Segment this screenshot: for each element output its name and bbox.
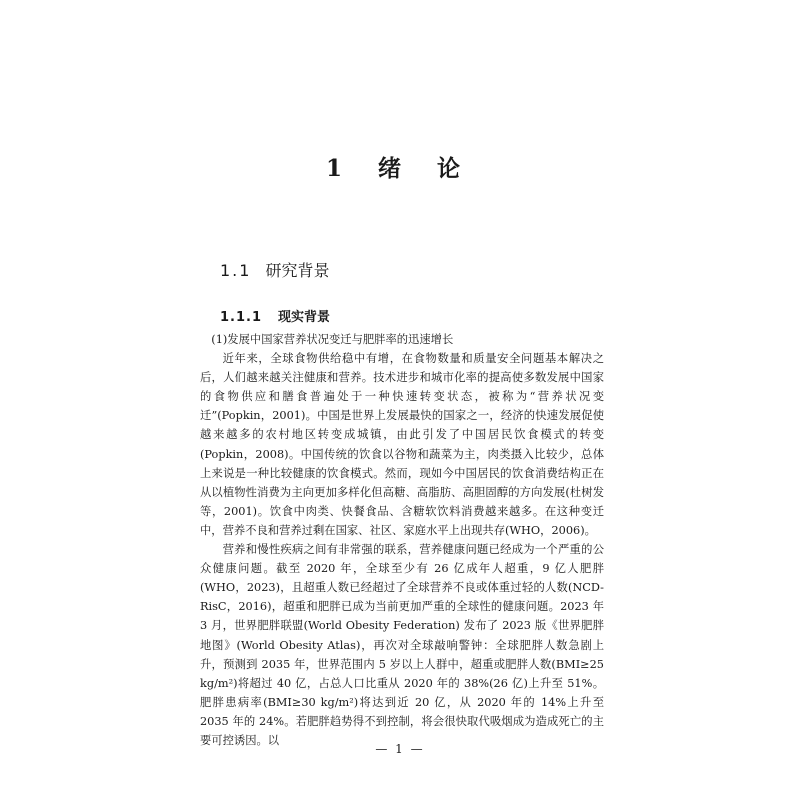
- subsection-number: 1.1.1: [220, 310, 263, 325]
- subsection-heading: [220, 306, 330, 325]
- section-number: 1.1: [220, 261, 252, 280]
- page-number: — 1 —: [375, 742, 425, 756]
- paragraph: 近年来，全球食物供给稳中有增，在食物数量和质量安全问题基本解决之后，人们越来越关注健康和营养。技术进步和城市化率的提高使多数发展中国家的食物供应和膳食普遍处于一种快速转变状态，被称为“营养状况变迁”(Popkin，2001)。中国是世界上发展最快的国家之一，经济的快速发展促使越来越多的农村地区转变成城镇，由此引发了中国居民饮食模式的转变(Popkin，2008)。中国传统的饮食以谷物和蔬菜为主，肉类摄入比较少，总体上来说是一种比较健康的饮食模式。然而，现如今中国居民的饮食消费结构正在从以植物性消费为主向更加多样化但高糖、高脂肪、高胆固醇的方向发展(杜树发等，2001)。饮食中肉类、快餐食品、含糖软饮料消费越来越多。在这种变迁中，营养不良和营养过剩在国家、社区、家庭水平上出现共存(WHO，2006)。: [200, 352, 604, 537]
- paragraph-heading: (1)发展中国家营养状况变迁与肥胖率的迅速增长: [211, 333, 454, 346]
- paragraph: 营养和慢性疾病之间有非常强的联系，营养健康问题已经成为一个严重的公众健康问题。截至 2020 年，全球至少有 26 亿成年人超重，9 亿人肥胖(WHO，2023)，且超重人数已经超过了全球营养不良或体重过轻的人数(NCD-RisC，2016)，超重和肥胖已成为当前更加严重的全球性的健康问题。2023 年 3 月，世界肥胖联盟(World Obesity Federation) 发布了 2023 版《世界肥胖地图》(World Obesity Atlas)，再次对全球敲响警钟：全球肥胖人数急剧上升，预测到 2035 年，世界范围内 5 岁以上人群中，超重或肥胖人数(BMI≥25 kg/m²)将超过 40 亿，占总人口比重从 2020 年的 38%(26 亿)上升至 51%。肥胖患病率(BMI≥30 kg/m²)将达到近 20 亿，从 2020 年的 14%上升至 2035 年的 24%。若肥胖趋势得不到控制，将会很快取代吸烟成为造成死亡的主要可控诱因。以: [200, 543, 604, 747]
- section-heading: [220, 258, 329, 281]
- body-text: [200, 330, 604, 750]
- section-title-text: 研究背景: [265, 261, 330, 280]
- subsection-title-text: 现实背景: [278, 310, 331, 325]
- chapter-title: 1 绪 论: [325, 155, 475, 182]
